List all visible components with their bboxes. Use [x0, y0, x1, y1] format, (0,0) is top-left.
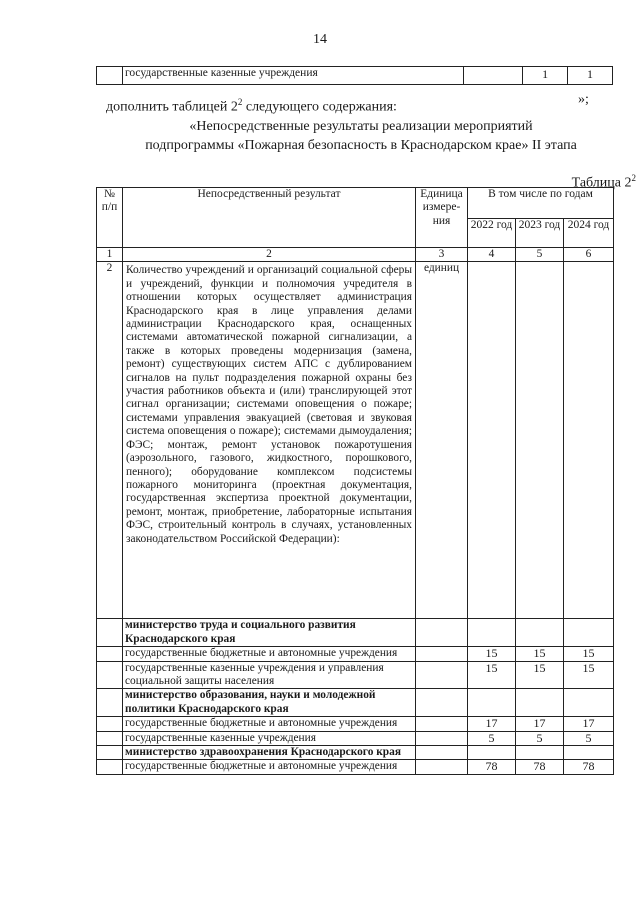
- ministry-row: [97, 689, 614, 717]
- header-result: Непосредственный результат: [123, 188, 416, 248]
- table-row: [97, 647, 614, 661]
- results-table: [96, 187, 614, 775]
- value-cell: 15: [468, 661, 516, 689]
- value-cell: 15: [564, 647, 614, 661]
- row-label: государственные бюджетные и автономные учреждения: [123, 647, 416, 661]
- value-cell: 78: [468, 760, 516, 774]
- table-heading: «Непосредственные результаты реализации мероприятий подпрограммы «Пожарная безопасность в Краснодарском крае» II этапа: [145, 119, 577, 153]
- value-cell: 78: [564, 760, 614, 774]
- ministry-row: [97, 746, 614, 760]
- value-cell: 78: [516, 760, 564, 774]
- table-row: [97, 661, 614, 689]
- row-label: государственные казенные учреждения: [123, 731, 416, 745]
- ministry-row: [97, 619, 614, 647]
- page-number: 14: [313, 32, 327, 47]
- table-row: [97, 262, 614, 619]
- ministry-name: министерство здравоохранения Краснодарского края: [123, 746, 416, 760]
- value-cell: 17: [564, 717, 614, 731]
- column-number-row: 1 2 3 4 5 6: [97, 248, 614, 262]
- ministry-name: министерство труда и социального развития Краснодарского края: [123, 619, 416, 647]
- value-cell: 17: [468, 717, 516, 731]
- value-cell: 5: [564, 731, 614, 745]
- header-by-years: В том числе по годам: [468, 188, 614, 219]
- row-label: государственные казенные учреждения: [122, 67, 463, 85]
- header-row: [97, 188, 614, 219]
- table-row: [97, 760, 614, 774]
- value-cell: 5: [516, 731, 564, 745]
- amendment-paragraph: дополнить таблицей $2^2$ следующего содержания:: [106, 97, 397, 115]
- row-label: государственные казенные учреждения и управления социальной защиты населения: [123, 661, 416, 689]
- row-number: 2: [97, 262, 123, 619]
- value-cell: 15: [564, 661, 614, 689]
- header-num: № п/п: [97, 188, 123, 248]
- previous-table-fragment: [96, 66, 613, 85]
- unit-cell: единиц: [416, 262, 468, 619]
- header-year: 2024 год: [564, 219, 614, 248]
- value-cell: 5: [468, 731, 516, 745]
- header-unit: Единица измере-ния: [416, 188, 468, 248]
- value-cell: 15: [516, 661, 564, 689]
- table-row: [97, 67, 613, 85]
- value-cell: 15: [468, 647, 516, 661]
- row-label: государственные бюджетные и автономные учреждения: [123, 760, 416, 774]
- value-cell: 15: [516, 647, 564, 661]
- header-year: 2023 год: [516, 219, 564, 248]
- row-label: государственные бюджетные и автономные учреждения: [123, 717, 416, 731]
- table-row: [97, 731, 614, 745]
- closing-quote: »;: [578, 92, 589, 107]
- header-year: 2022 год: [468, 219, 516, 248]
- value-cell: 1: [523, 67, 568, 85]
- table-caption: Таблица $2^2$: [571, 173, 636, 191]
- result-description: Количество учреждений и организаций социальной сферы и учреждений, функции и полномочия учредителя в отношении которых осуществляет администрация Краснодарского края в лице управления делами администрации Краснодарского края, оснащенных системами автоматической пожарной сигнализации, а также в которых проведены модернизация (замена, ремонт) существующих систем АПС с дублированием сигналов на пульт подразделения пожарной охраны без участия работников объекта и (или) транслирующей этот сигнал организации; системами оповещения о пожаре; системами управления эвакуацией (световая и звуковая система оповещения о пожаре); системами дымоудаления; ФЭС; монтаж, ремонт установок пожаротушения (аэрозольного, газового, жидкостного, порошкового, пенного); оборудование комплексом подсистемы пожарного мониторинга (проектная документация, государственная экспертиза проектной документации, ремонт, монтаж, приобретение, лабораторные испытания ФЭС, строительный контроль в случаях, установленных законодательством Российской Федерации):: [123, 262, 416, 619]
- value-cell: 17: [516, 717, 564, 731]
- ministry-name: министерство образования, науки и молодежной политики Краснодарского края: [123, 689, 416, 717]
- value-cell: 1: [568, 67, 613, 85]
- table-row: [97, 717, 614, 731]
